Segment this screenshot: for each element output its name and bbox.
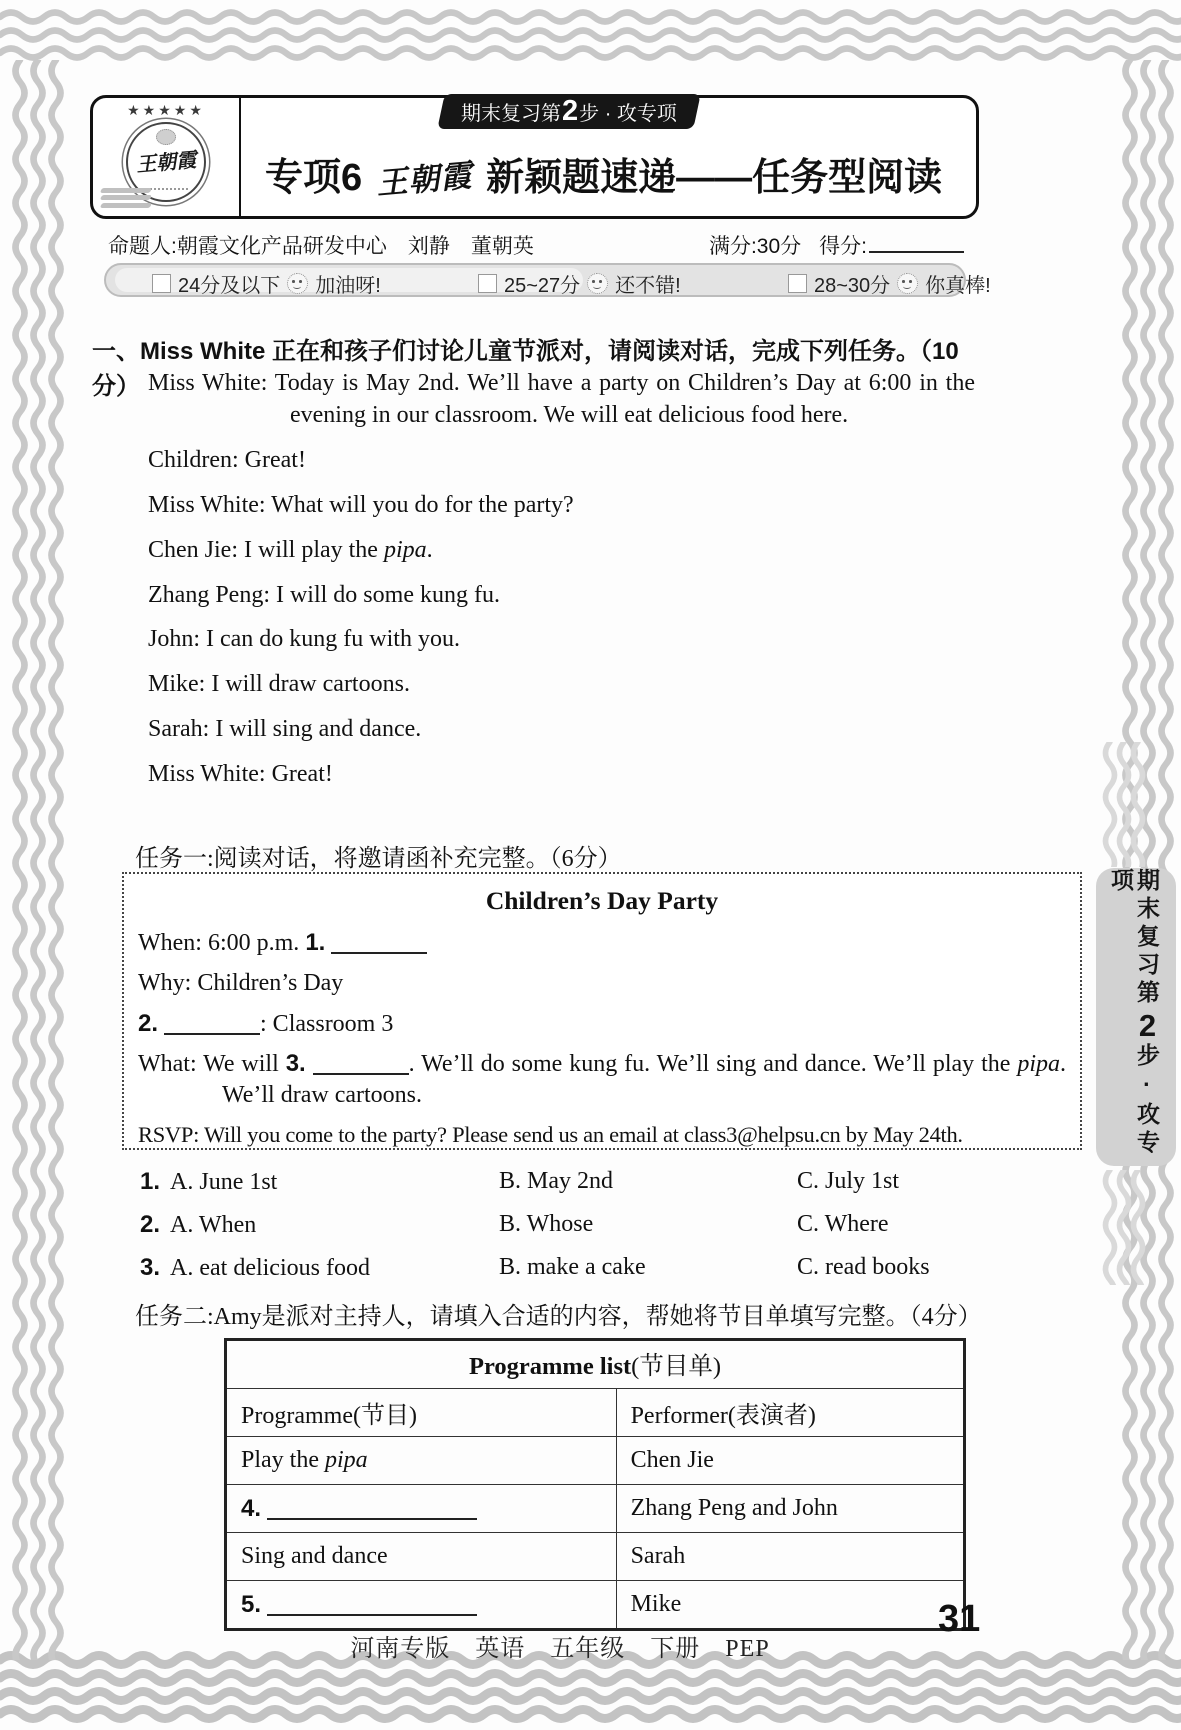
score-remark-low: 加油呀!: [315, 275, 381, 297]
score-band: [104, 263, 991, 297]
option-c: C. read books: [797, 1254, 930, 1280]
dialogue-line: John: I can do kung fu with you.: [148, 626, 460, 653]
smiley-icon: [897, 273, 918, 294]
title-brand-script: 王朝霞: [375, 157, 474, 203]
left-wave-border: [8, 60, 70, 1660]
dialogue-line: Miss White: What will you do for the party?: [148, 491, 574, 518]
invitation-title: Children’s Day Party: [485, 886, 719, 915]
task2-label: 任务二:Amy是派对主持人，请填入合适的内容，帮她将节目单填写完整。（4分）: [135, 1304, 982, 1330]
mcq-block: [140, 1168, 975, 1297]
meta-row: [108, 230, 964, 260]
score-range-low: 24分及以下: [178, 275, 281, 297]
section1-heading: 一、Miss White 正在和孩子们讨论儿童节派对，请阅读对话，完成下列任务。（10分）: [92, 338, 959, 400]
blank-2: [164, 1009, 260, 1035]
programme-cell: Sing and dance: [226, 1533, 617, 1581]
dialogue-line: Chen Jie: I will play the pipa.: [148, 536, 433, 563]
smiley-icon: [587, 273, 608, 294]
table-title-row: [226, 1340, 965, 1389]
blank-3: [313, 1049, 409, 1075]
score-range-high: 28~30分: [814, 275, 891, 297]
page-number: 31: [938, 1598, 981, 1640]
step-banner: [437, 94, 700, 129]
score-remark-mid: 还不错!: [615, 275, 681, 297]
checkbox-low: [152, 274, 171, 293]
option-a: A. June 1st: [170, 1169, 278, 1195]
table-header-row: [226, 1389, 965, 1437]
option-b: B. May 2nd: [499, 1168, 613, 1194]
performer-cell: Mike: [616, 1581, 964, 1630]
score-band-high: [788, 269, 991, 298]
dialogue-line: Children: Great!: [148, 446, 306, 473]
table-row: [226, 1533, 965, 1581]
logo-wave-ornament: [101, 185, 151, 211]
table-title: Programme list(节目单): [226, 1340, 965, 1389]
dialogue-line: Zhang Peng: I will do some kung fu.: [148, 581, 500, 608]
option-c: C. Where: [797, 1211, 889, 1237]
page-title: [265, 146, 942, 201]
programme-table: [224, 1338, 966, 1631]
option-a: A. When: [170, 1212, 257, 1238]
question-2-number: 2.: [138, 1009, 159, 1037]
smiley-icon: [287, 273, 308, 294]
programme-cell: [226, 1485, 617, 1533]
option-c: C. July 1st: [797, 1168, 900, 1194]
tab-step-number: 2: [1130, 1008, 1165, 1043]
checkbox-mid: [478, 274, 497, 293]
mcq-row-3: 3. A. eat delicious food B. make a cake C. read books: [140, 1254, 975, 1282]
title-topic-number: 专项6: [265, 157, 363, 199]
title-main-text: 新颖题速递——任务型阅读: [486, 157, 943, 199]
col-header-programme: Programme(节目): [226, 1389, 617, 1437]
score-band-mid: [478, 269, 681, 298]
invitation-what: What: We will 3. . We’ll do some kung fu. We’ll sing and dance. We’ll play the pipa. We’ll draw cartoons.: [138, 1050, 1066, 1109]
table-row: [226, 1485, 965, 1533]
checkbox-high: [788, 274, 807, 293]
performer-cell: Chen Jie: [616, 1437, 964, 1485]
logo-portrait: [156, 129, 176, 145]
task1-label: 任务一:阅读对话，将邀请函补充完整。（6分）: [135, 846, 622, 872]
tab-top-wave: [1102, 742, 1146, 867]
authors-label: 命题人:朝霞文化产品研发中心 刘静 董朝英: [108, 235, 534, 258]
option-b: B. make a cake: [499, 1254, 646, 1280]
dialogue-line: Sarah: I will sing and dance.: [148, 716, 422, 743]
mcq-row-2: 2. A. When B. Whose C. Where: [140, 1211, 975, 1239]
question-5-number: 5.: [241, 1591, 262, 1618]
question-4-number: 4.: [241, 1495, 262, 1522]
blank-5: [267, 1590, 477, 1616]
tab-text-post: 步·攻专项: [1108, 868, 1160, 1158]
question-3-number: 3.: [285, 1050, 306, 1078]
score-range-mid: 25~27分: [504, 275, 581, 297]
chapter-side-tab: [1096, 868, 1176, 1166]
logo-brand-name: 王朝霞: [135, 147, 198, 177]
right-wave-border: [1120, 60, 1178, 1660]
performer-cell: Sarah: [616, 1533, 964, 1581]
col-header-performer: Performer(表演者): [616, 1389, 964, 1437]
option-a: A. eat delicious food: [170, 1255, 370, 1281]
tab-bottom-wave: [1102, 1170, 1146, 1285]
banner-text-pre: 期末复习第: [461, 103, 561, 125]
invitation-where: 2. : Classroom 3: [138, 1009, 394, 1037]
logo-stars: ★★★★★: [127, 104, 205, 119]
option-b: B. Whose: [499, 1211, 594, 1237]
page-header: [90, 95, 979, 219]
tab-text-pre: 期末复习第: [1134, 868, 1160, 1008]
programme-cell: [226, 1581, 617, 1630]
dialogue-line: Mike: I will draw cartoons.: [148, 671, 410, 698]
score-label: 得分:: [819, 230, 964, 260]
footer-imprint: 河南专版 英语 五年级 下册 PEP: [350, 1636, 770, 1662]
invitation-rsvp: RSVP: Will you come to the party? Please send us an email at class3@helpsu.cn by May 24th.: [138, 1122, 963, 1148]
invitation-why: Why: Children’s Day: [138, 969, 344, 996]
mcq-row-1: 1. A. June 1st B. May 2nd C. July 1st: [140, 1168, 975, 1196]
programme-cell: Play the pipa: [226, 1437, 617, 1485]
invitation-box: [122, 872, 1082, 1150]
performer-cell: Zhang Peng and John: [616, 1485, 964, 1533]
top-wave-border: [0, 5, 1181, 67]
score-blank: [869, 249, 964, 253]
question-1-number: 1.: [305, 929, 326, 957]
dialogue-line: Miss White: Today is May 2nd. We’ll have a party on Children’s Day at 6:00 in the evening in our classroom. We will eat delicious food here.: [148, 370, 975, 428]
table-row: [226, 1437, 965, 1485]
blank-4: [267, 1494, 477, 1520]
dialogue-line: Miss White: Great!: [148, 761, 333, 788]
invitation-when: When: 6:00 p.m. 1.: [138, 927, 1066, 959]
banner-text-post: 步 · 攻专项: [579, 103, 677, 125]
blank-1: [331, 928, 427, 954]
score-band-low: [152, 269, 381, 298]
score-remark-high: 你真棒!: [925, 275, 991, 297]
dialogue-block: [148, 368, 975, 804]
publisher-logo: [93, 98, 241, 216]
table-row: [226, 1581, 965, 1630]
full-score-label: 满分:30分: [708, 235, 802, 258]
banner-step-number: 2: [562, 95, 579, 127]
